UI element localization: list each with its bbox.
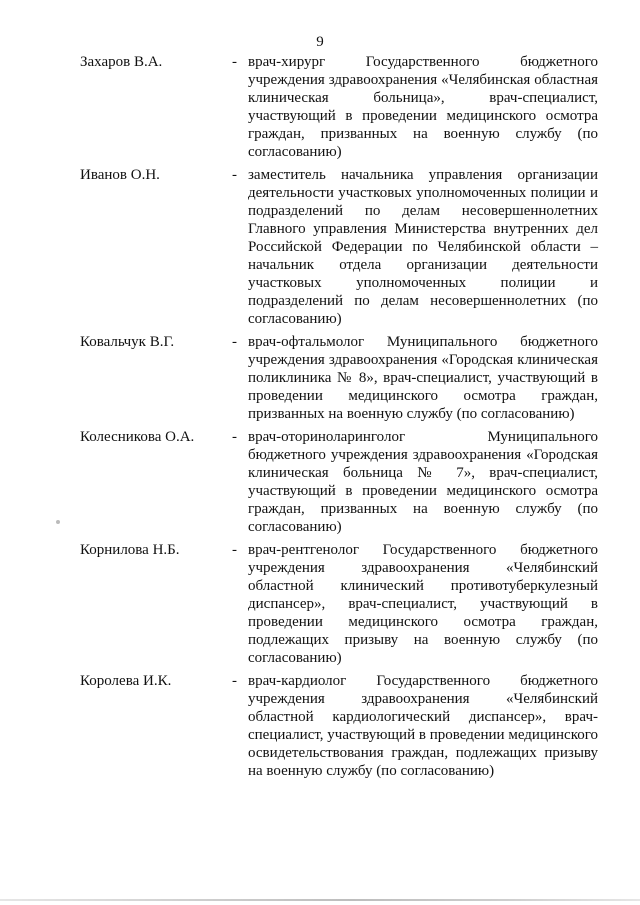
member-name: Колесникова О.А.: [80, 429, 195, 445]
member-name: Захаров В.А.: [80, 54, 163, 70]
member-description: врач-рентгенолог Государственного бюджетного учреждения здравоохранения «Челябинский областной клинический противотуберкулезный диспансер», врач-специалист, участвующий в проведении медицинского осмотра граждан, подлежащих призыву на военную службу (по согласованию): [248, 542, 598, 666]
commission-member-list: [0, 53, 640, 785]
member-entry: [0, 428, 640, 536]
member-dash: -: [232, 54, 237, 70]
member-dash: -: [232, 429, 237, 445]
member-entry: [0, 333, 640, 423]
page-number: 9: [316, 34, 324, 50]
scan-bottom-edge: [0, 899, 640, 901]
member-dash: -: [232, 542, 237, 558]
member-dash: -: [232, 334, 237, 350]
member-entry: [0, 541, 640, 667]
member-entry: [0, 166, 640, 328]
member-entry: [0, 53, 640, 161]
member-description: врач-кардиолог Государственного бюджетного учреждения здравоохранения «Челябинский областной кардиологический диспансер», врач-специалист, участвующий в проведении медицинского освидетельствования граждан, подлежащих призыву на военную службу (по согласованию): [248, 673, 598, 779]
member-name: Королева И.К.: [80, 673, 172, 689]
member-name: Корнилова Н.Б.: [80, 542, 180, 558]
member-description: врач-хирург Государственного бюджетного учреждения здравоохранения «Челябинская областная клиническая больница», врач-специалист, участвующий в проведении медицинского осмотра граждан, призванных на военную службу (по согласованию): [248, 54, 598, 160]
margin-speck: [56, 520, 60, 524]
member-description: врач-оториноларинголог Муниципального бюджетного учреждения здравоохранения «Городская клиническая больница № 7», врач-специалист, участвующий в проведении медицинского осмотра граждан, призванных на военную службу (по согласованию): [248, 429, 598, 535]
member-description: врач-офтальмолог Муниципального бюджетного учреждения здравоохранения «Городская клиническая поликлиника № 8», врач-специалист, участвующий в проведении медицинского осмотра граждан, призванных на военную службу (по согласованию): [248, 334, 598, 422]
member-dash: -: [232, 673, 237, 689]
member-dash: -: [232, 167, 237, 183]
member-entry: [0, 672, 640, 780]
member-name: Ковальчук В.Г.: [80, 334, 175, 350]
member-name: Иванов О.Н.: [80, 167, 160, 183]
member-description: заместитель начальника управления организации деятельности участковых уполномоченных полиции и подразделений по делам несовершеннолетних Главного управления Министерства внутренних дел Российской Федерации по Челябинской области – начальник отдела организации деятельности участковых уполномоченных полиции и подразделений по делам несовершеннолетних (по согласованию): [248, 167, 598, 327]
